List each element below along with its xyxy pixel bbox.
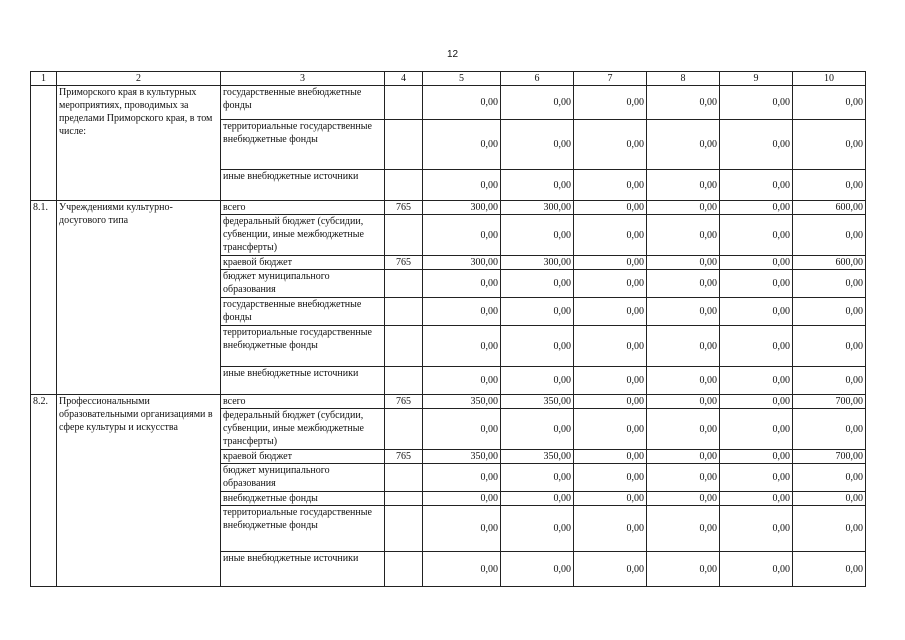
value-cell: 0,00 [647, 367, 720, 395]
value-cell: 0,00 [647, 552, 720, 587]
value-cell: 350,00 [423, 395, 501, 409]
value-cell: 0,00 [793, 552, 866, 587]
value-cell: 600,00 [793, 201, 866, 215]
row-code-cell [31, 86, 57, 201]
source-label-cell: иные внебюджетные источники [221, 367, 385, 395]
source-label-cell: всего [221, 395, 385, 409]
value-cell: 0,00 [647, 395, 720, 409]
budget-table [30, 71, 866, 587]
header-cell: 5 [423, 72, 501, 86]
value-cell: 0,00 [423, 298, 501, 326]
value-cell: 0,00 [501, 270, 574, 298]
value-cell: 0,00 [501, 215, 574, 256]
source-label-cell: территориальные государственные внебюджетные фонды [221, 506, 385, 552]
value-cell: 0,00 [574, 215, 647, 256]
value-cell: 600,00 [793, 256, 866, 270]
value-cell: 0,00 [423, 120, 501, 170]
value-cell: 0,00 [720, 256, 793, 270]
col4-code-cell [385, 120, 423, 170]
table-row [31, 201, 866, 215]
value-cell: 0,00 [423, 215, 501, 256]
source-label-cell: иные внебюджетные источники [221, 552, 385, 587]
value-cell: 350,00 [501, 450, 574, 464]
value-cell: 0,00 [574, 464, 647, 492]
value-cell: 350,00 [501, 395, 574, 409]
value-cell: 0,00 [793, 367, 866, 395]
col4-code-cell [385, 492, 423, 506]
value-cell: 0,00 [647, 409, 720, 450]
value-cell: 0,00 [647, 120, 720, 170]
value-cell: 0,00 [793, 298, 866, 326]
value-cell: 0,00 [720, 326, 793, 367]
col4-code-cell: 765 [385, 201, 423, 215]
value-cell: 0,00 [574, 367, 647, 395]
value-cell: 700,00 [793, 450, 866, 464]
value-cell: 0,00 [720, 395, 793, 409]
value-cell: 0,00 [647, 298, 720, 326]
value-cell: 0,00 [720, 86, 793, 120]
value-cell: 0,00 [423, 367, 501, 395]
value-cell: 0,00 [423, 409, 501, 450]
source-label-cell: всего [221, 201, 385, 215]
value-cell: 0,00 [720, 270, 793, 298]
source-label-cell: бюджет муниципального образования [221, 464, 385, 492]
header-cell: 1 [31, 72, 57, 86]
value-cell: 0,00 [720, 450, 793, 464]
value-cell: 0,00 [423, 464, 501, 492]
value-cell: 700,00 [793, 395, 866, 409]
col4-code-cell [385, 170, 423, 201]
value-cell: 0,00 [720, 367, 793, 395]
value-cell: 0,00 [501, 552, 574, 587]
page-number: 12 [446, 49, 459, 60]
value-cell: 0,00 [574, 395, 647, 409]
col4-code-cell: 765 [385, 256, 423, 270]
value-cell: 0,00 [574, 450, 647, 464]
value-cell: 0,00 [574, 120, 647, 170]
value-cell: 0,00 [423, 170, 501, 201]
value-cell: 0,00 [501, 298, 574, 326]
source-label-cell: территориальные государственные внебюджетные фонды [221, 326, 385, 367]
col4-code-cell: 765 [385, 450, 423, 464]
value-cell: 0,00 [501, 86, 574, 120]
value-cell: 0,00 [793, 120, 866, 170]
table-row [31, 395, 866, 409]
source-label-cell: внебюджетные фонды [221, 492, 385, 506]
value-cell: 0,00 [501, 464, 574, 492]
header-cell: 10 [793, 72, 866, 86]
row-name-cell: Профессиональными образовательными организациями в сфере культуры и искусства [57, 395, 221, 587]
source-label-cell: государственные внебюджетные фонды [221, 298, 385, 326]
value-cell: 0,00 [501, 506, 574, 552]
value-cell: 0,00 [647, 270, 720, 298]
value-cell: 0,00 [647, 86, 720, 120]
value-cell: 300,00 [501, 201, 574, 215]
value-cell: 300,00 [423, 256, 501, 270]
value-cell: 0,00 [501, 409, 574, 450]
source-label-cell: краевой бюджет [221, 256, 385, 270]
value-cell: 0,00 [720, 552, 793, 587]
col4-code-cell [385, 215, 423, 256]
col4-code-cell [385, 552, 423, 587]
header-cell: 4 [385, 72, 423, 86]
value-cell: 0,00 [574, 298, 647, 326]
value-cell: 0,00 [574, 170, 647, 201]
col4-code-cell [385, 298, 423, 326]
value-cell: 0,00 [574, 270, 647, 298]
value-cell: 0,00 [720, 506, 793, 552]
value-cell: 0,00 [423, 492, 501, 506]
value-cell: 0,00 [720, 492, 793, 506]
value-cell: 0,00 [793, 492, 866, 506]
source-label-cell: федеральный бюджет (субсидии, субвенции, иные межбюджетные трансферты) [221, 409, 385, 450]
value-cell: 0,00 [793, 506, 866, 552]
value-cell: 0,00 [647, 450, 720, 464]
source-label-cell: краевой бюджет [221, 450, 385, 464]
value-cell: 0,00 [647, 506, 720, 552]
header-cell: 6 [501, 72, 574, 86]
value-cell: 0,00 [793, 326, 866, 367]
header-cell: 3 [221, 72, 385, 86]
value-cell: 0,00 [423, 506, 501, 552]
row-name-cell: Учреждениями культурно-досугового типа [57, 201, 221, 395]
col4-code-cell [385, 464, 423, 492]
col4-code-cell [385, 86, 423, 120]
row-code-cell: 8.2. [31, 395, 57, 587]
col4-code-cell: 765 [385, 395, 423, 409]
value-cell: 350,00 [423, 450, 501, 464]
value-cell: 0,00 [574, 86, 647, 120]
value-cell: 0,00 [501, 492, 574, 506]
value-cell: 0,00 [574, 552, 647, 587]
value-cell: 0,00 [647, 326, 720, 367]
value-cell: 0,00 [574, 492, 647, 506]
value-cell: 0,00 [720, 170, 793, 201]
value-cell: 0,00 [647, 492, 720, 506]
value-cell: 0,00 [720, 120, 793, 170]
source-label-cell: государственные внебюджетные фонды [221, 86, 385, 120]
source-label-cell: территориальные государственные внебюджетные фонды [221, 120, 385, 170]
header-cell: 7 [574, 72, 647, 86]
row-name-cell: Приморского края в культурных мероприятиях, проводимых за пределами Приморского края, в том числе: [57, 86, 221, 201]
col4-code-cell [385, 506, 423, 552]
header-cell: 2 [57, 72, 221, 86]
source-label-cell: иные внебюджетные источники [221, 170, 385, 201]
header-row [31, 72, 866, 86]
value-cell: 0,00 [647, 201, 720, 215]
value-cell: 0,00 [647, 256, 720, 270]
col4-code-cell [385, 270, 423, 298]
value-cell: 0,00 [574, 409, 647, 450]
value-cell: 0,00 [423, 552, 501, 587]
value-cell: 0,00 [720, 464, 793, 492]
value-cell: 0,00 [647, 170, 720, 201]
value-cell: 0,00 [793, 170, 866, 201]
value-cell: 0,00 [647, 464, 720, 492]
table-body [31, 72, 866, 587]
col4-code-cell [385, 326, 423, 367]
value-cell: 0,00 [793, 86, 866, 120]
value-cell: 0,00 [501, 170, 574, 201]
value-cell: 0,00 [720, 298, 793, 326]
value-cell: 0,00 [793, 464, 866, 492]
row-code-cell: 8.1. [31, 201, 57, 395]
value-cell: 0,00 [793, 409, 866, 450]
value-cell: 0,00 [423, 86, 501, 120]
value-cell: 0,00 [720, 201, 793, 215]
value-cell: 0,00 [647, 215, 720, 256]
value-cell: 0,00 [720, 215, 793, 256]
header-cell: 9 [720, 72, 793, 86]
value-cell: 0,00 [793, 270, 866, 298]
value-cell: 0,00 [423, 326, 501, 367]
source-label-cell: федеральный бюджет (субсидии, субвенции, иные межбюджетные трансферты) [221, 215, 385, 256]
source-label-cell: бюджет муниципального образования [221, 270, 385, 298]
value-cell: 0,00 [501, 367, 574, 395]
value-cell: 0,00 [574, 201, 647, 215]
value-cell: 0,00 [793, 215, 866, 256]
col4-code-cell [385, 409, 423, 450]
header-cell: 8 [647, 72, 720, 86]
value-cell: 0,00 [574, 506, 647, 552]
value-cell: 300,00 [423, 201, 501, 215]
table-row [31, 86, 866, 120]
value-cell: 300,00 [501, 256, 574, 270]
col4-code-cell [385, 367, 423, 395]
value-cell: 0,00 [501, 120, 574, 170]
value-cell: 0,00 [720, 409, 793, 450]
value-cell: 0,00 [574, 326, 647, 367]
value-cell: 0,00 [574, 256, 647, 270]
value-cell: 0,00 [501, 326, 574, 367]
value-cell: 0,00 [423, 270, 501, 298]
